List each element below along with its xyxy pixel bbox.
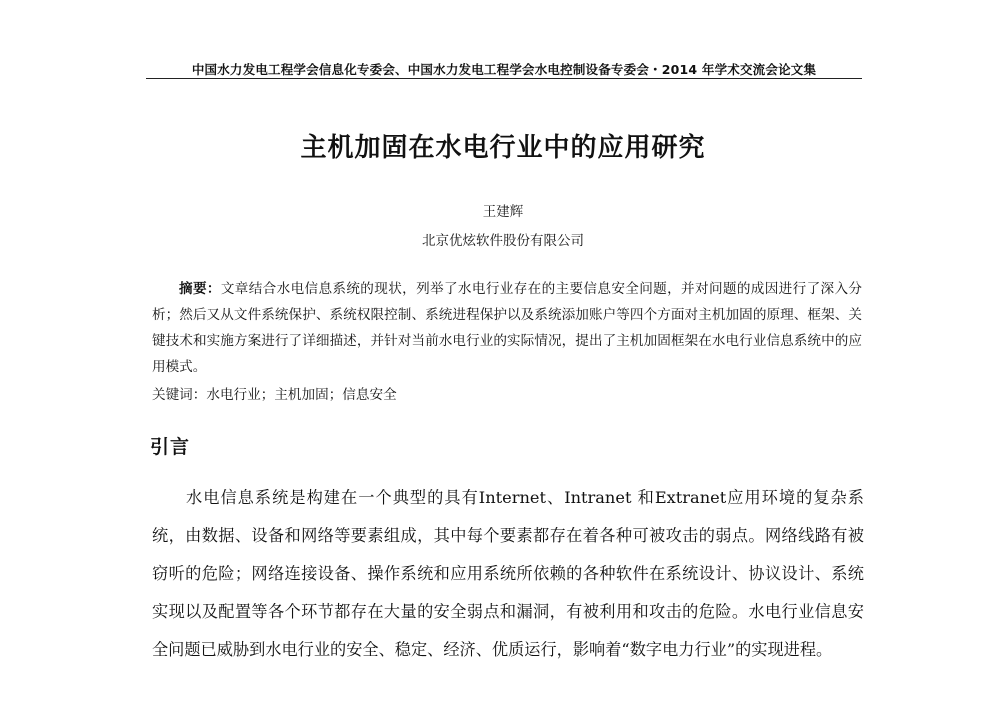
introduction-paragraph: 水电信息系统是构建在一个典型的具有Internet、Intranet 和Extranet应用环境的复杂系统，由数据、设备和网络等要素组成，其中每个要素都存在着各种可被攻击的弱点。网络线路有被窃听的危险；网络连接设备、操作系统和应用系统所依赖的各种软件在系统设计、协议设计、系统实现以及配置等各个环节都存在大量的安全弱点和漏洞，有被利用和攻击的危险。水电行业信息安全问题已威胁到水电行业的安全、稳定、经济、优质运行，影响着“数字电力行业”的实现进程。 [152, 488, 864, 659]
keywords-text: 水电行业；主机加固；信息安全 [206, 387, 397, 403]
abstract-label: 摘要： [179, 281, 221, 297]
running-header: 中国水力发电工程学会信息化专委会、中国水力发电工程学会水电控制设备专委会・2014 年学术交流会论文集 [191, 62, 817, 77]
keywords-label: 关键词： [152, 387, 207, 403]
abstract [152, 276, 862, 380]
author-affiliation: 北京优炫软件股份有限公司 [422, 233, 584, 249]
keywords [152, 382, 862, 408]
paper-title: 主机加固在水电行业中的应用研究 [300, 133, 706, 163]
abstract-text: 文章结合水电信息系统的现状，列举了水电行业存在的主要信息安全问题，并对问题的成因进行了深入分析；然后又从文件系统保护、系统权限控制、系统进程保护以及系统添加账户等四个方面对主机加固的原理、框架、关键技术和实施方案进行了详细描述，并针对当前水电行业的实际情况，提出了主机加固框架在水电行业信息系统中的应用模式。 [152, 281, 863, 375]
section-heading-introduction: 引言 [150, 436, 191, 458]
author-name: 王建辉 [482, 204, 524, 220]
header-rule [146, 78, 862, 79]
